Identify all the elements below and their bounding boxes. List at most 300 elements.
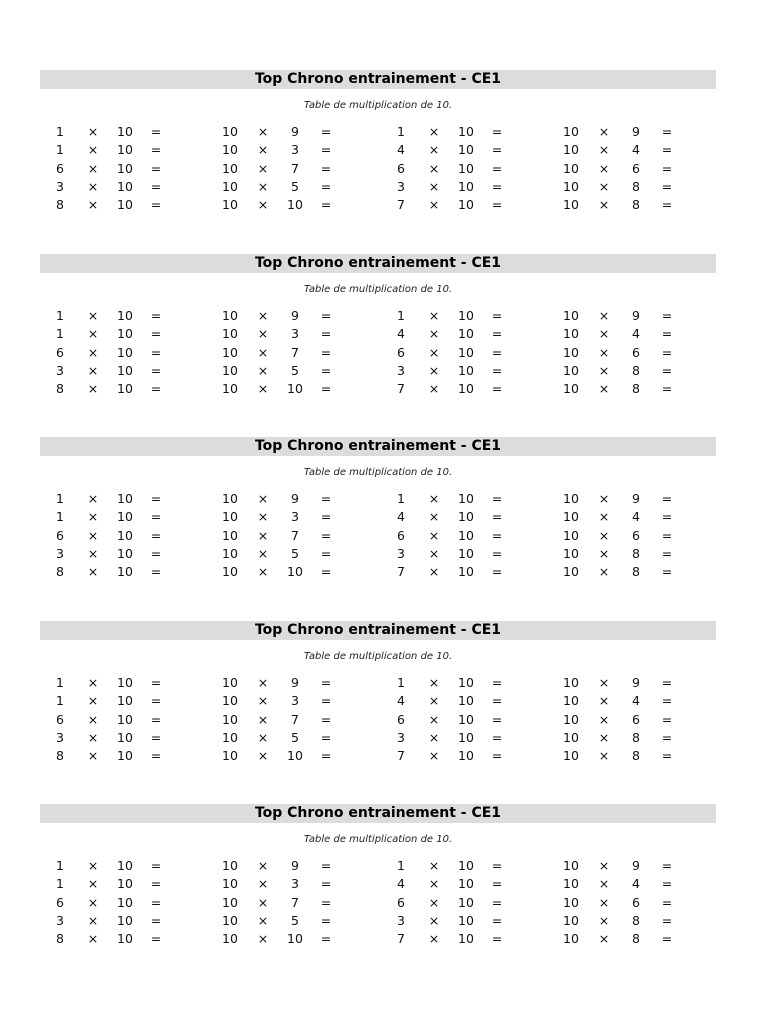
operand-a: 10 <box>222 381 238 397</box>
problem-row <box>40 527 200 545</box>
equals-sign: = <box>320 124 332 139</box>
problem-row <box>210 930 370 948</box>
operand-b: 10 <box>458 748 474 764</box>
operand-a: 10 <box>222 912 238 928</box>
problem-row <box>40 362 200 380</box>
times-sign: × <box>428 509 440 525</box>
equals-sign: = <box>491 545 503 561</box>
operand-b: 7 <box>291 160 299 176</box>
times-sign: × <box>257 160 269 176</box>
times-sign: × <box>428 912 440 928</box>
operand-b: 3 <box>291 876 299 892</box>
operand-a: 10 <box>222 675 238 690</box>
operand-a: 10 <box>563 160 579 176</box>
times-sign: × <box>257 894 269 910</box>
equals-sign: = <box>320 675 332 690</box>
problem-row <box>40 196 200 214</box>
operand-a: 3 <box>397 362 405 378</box>
problem-column <box>381 674 541 765</box>
operand-b: 10 <box>458 711 474 727</box>
operand-a: 1 <box>56 858 64 873</box>
problem-row <box>40 729 200 747</box>
equals-sign: = <box>320 858 332 873</box>
operand-a: 3 <box>56 729 64 745</box>
operand-b: 10 <box>117 894 133 910</box>
equals-sign: = <box>661 675 673 690</box>
equals-sign: = <box>661 491 673 506</box>
problem-row <box>210 344 370 362</box>
exercise-block <box>40 804 716 949</box>
times-sign: × <box>428 381 440 397</box>
operand-b: 10 <box>458 362 474 378</box>
operand-b: 10 <box>458 308 474 323</box>
operand-b: 10 <box>117 509 133 525</box>
times-sign: × <box>257 491 269 506</box>
problem-row <box>381 729 541 747</box>
times-sign: × <box>428 876 440 892</box>
equals-sign: = <box>320 527 332 543</box>
operand-a: 10 <box>563 344 579 360</box>
equals-sign: = <box>491 894 503 910</box>
operand-b: 8 <box>632 362 640 378</box>
times-sign: × <box>428 564 440 580</box>
exercise-subtitle: Table de multiplication de 10. <box>303 100 453 111</box>
times-sign: × <box>87 876 99 892</box>
operand-a: 10 <box>563 197 579 213</box>
operand-b: 5 <box>291 729 299 745</box>
equals-sign: = <box>661 124 673 139</box>
operand-b: 4 <box>632 876 640 892</box>
operand-a: 10 <box>222 308 238 323</box>
operand-a: 10 <box>222 748 238 764</box>
equals-sign: = <box>320 748 332 764</box>
operand-b: 10 <box>117 693 133 709</box>
problem-row <box>210 362 370 380</box>
problem-row <box>210 123 370 141</box>
operand-b: 10 <box>458 894 474 910</box>
problem-row <box>210 508 370 526</box>
problem-row <box>40 508 200 526</box>
operand-a: 10 <box>563 894 579 910</box>
problem-row <box>551 674 711 692</box>
exercise-block <box>40 437 716 582</box>
operand-a: 6 <box>397 894 405 910</box>
times-sign: × <box>257 344 269 360</box>
operand-a: 1 <box>56 693 64 709</box>
problem-row <box>40 692 200 710</box>
equals-sign: = <box>150 912 162 928</box>
operand-b: 10 <box>458 931 474 947</box>
equals-sign: = <box>491 308 503 323</box>
problem-row <box>381 160 541 178</box>
operand-b: 10 <box>458 142 474 158</box>
equals-sign: = <box>661 876 673 892</box>
operand-b: 7 <box>291 894 299 910</box>
equals-sign: = <box>661 178 673 194</box>
equals-sign: = <box>320 894 332 910</box>
equals-sign: = <box>320 308 332 323</box>
problem-row <box>40 563 200 581</box>
times-sign: × <box>598 142 610 158</box>
equals-sign: = <box>320 931 332 947</box>
problem-row <box>40 894 200 912</box>
operand-a: 10 <box>563 308 579 323</box>
times-sign: × <box>598 178 610 194</box>
operand-b: 10 <box>458 509 474 525</box>
times-sign: × <box>257 729 269 745</box>
problem-row <box>551 729 711 747</box>
times-sign: × <box>598 362 610 378</box>
equals-sign: = <box>661 381 673 397</box>
problem-row <box>381 894 541 912</box>
operand-a: 7 <box>397 748 405 764</box>
times-sign: × <box>257 381 269 397</box>
equals-sign: = <box>661 197 673 213</box>
equals-sign: = <box>661 693 673 709</box>
operand-b: 10 <box>117 564 133 580</box>
times-sign: × <box>87 545 99 561</box>
equals-sign: = <box>661 545 673 561</box>
operand-a: 10 <box>563 912 579 928</box>
equals-sign: = <box>491 160 503 176</box>
times-sign: × <box>598 729 610 745</box>
operand-a: 3 <box>56 362 64 378</box>
operand-a: 10 <box>222 729 238 745</box>
problem-row <box>381 380 541 398</box>
problem-grid <box>40 307 716 399</box>
operand-a: 10 <box>222 564 238 580</box>
problem-column <box>381 123 541 214</box>
equals-sign: = <box>491 362 503 378</box>
equals-sign: = <box>150 160 162 176</box>
operand-a: 10 <box>222 160 238 176</box>
equals-sign: = <box>320 912 332 928</box>
operand-b: 8 <box>632 729 640 745</box>
equals-sign: = <box>661 711 673 727</box>
problem-column <box>40 857 200 948</box>
problem-row <box>210 545 370 563</box>
operand-a: 6 <box>56 344 64 360</box>
times-sign: × <box>87 197 99 213</box>
equals-sign: = <box>150 564 162 580</box>
operand-b: 10 <box>117 748 133 764</box>
operand-a: 6 <box>397 711 405 727</box>
times-sign: × <box>428 197 440 213</box>
problem-row <box>551 160 711 178</box>
operand-b: 4 <box>632 509 640 525</box>
problem-row <box>551 344 711 362</box>
exercise-title: Top Chrono entrainement - CE1 <box>40 70 716 89</box>
operand-a: 10 <box>222 362 238 378</box>
operand-b: 3 <box>291 509 299 525</box>
equals-sign: = <box>150 894 162 910</box>
times-sign: × <box>428 160 440 176</box>
times-sign: × <box>598 160 610 176</box>
operand-a: 10 <box>563 381 579 397</box>
problem-row <box>551 196 711 214</box>
times-sign: × <box>257 693 269 709</box>
problem-row <box>381 747 541 765</box>
times-sign: × <box>257 178 269 194</box>
times-sign: × <box>428 178 440 194</box>
problem-row <box>551 123 711 141</box>
operand-a: 10 <box>222 326 238 342</box>
equals-sign: = <box>491 876 503 892</box>
equals-sign: = <box>150 124 162 139</box>
operand-a: 6 <box>56 894 64 910</box>
problem-row <box>381 857 541 875</box>
equals-sign: = <box>661 894 673 910</box>
operand-a: 4 <box>397 326 405 342</box>
equals-sign: = <box>150 142 162 158</box>
times-sign: × <box>428 748 440 764</box>
operand-a: 10 <box>222 858 238 873</box>
problem-row <box>551 527 711 545</box>
problem-row <box>210 178 370 196</box>
operand-a: 10 <box>563 931 579 947</box>
operand-b: 8 <box>632 912 640 928</box>
times-sign: × <box>257 564 269 580</box>
operand-a: 3 <box>397 545 405 561</box>
problem-row <box>40 857 200 875</box>
problem-row <box>40 380 200 398</box>
problem-row <box>40 141 200 159</box>
times-sign: × <box>87 675 99 690</box>
problem-row <box>210 490 370 508</box>
equals-sign: = <box>491 931 503 947</box>
equals-sign: = <box>491 912 503 928</box>
times-sign: × <box>428 124 440 139</box>
operand-b: 10 <box>117 160 133 176</box>
operand-b: 9 <box>632 491 640 506</box>
times-sign: × <box>598 197 610 213</box>
equals-sign: = <box>661 912 673 928</box>
times-sign: × <box>428 142 440 158</box>
problem-row <box>210 325 370 343</box>
problem-row <box>381 545 541 563</box>
equals-sign: = <box>320 197 332 213</box>
operand-a: 10 <box>563 876 579 892</box>
problem-row <box>381 123 541 141</box>
problem-row <box>210 747 370 765</box>
equals-sign: = <box>491 124 503 139</box>
problem-row <box>40 344 200 362</box>
operand-b: 10 <box>458 527 474 543</box>
operand-b: 10 <box>117 876 133 892</box>
operand-b: 10 <box>458 326 474 342</box>
operand-b: 5 <box>291 545 299 561</box>
operand-a: 10 <box>563 858 579 873</box>
operand-a: 1 <box>56 142 64 158</box>
problem-row <box>381 178 541 196</box>
times-sign: × <box>87 344 99 360</box>
operand-a: 1 <box>56 509 64 525</box>
operand-b: 10 <box>458 160 474 176</box>
times-sign: × <box>257 748 269 764</box>
exercise-subtitle: Table de multiplication de 10. <box>303 834 453 845</box>
operand-b: 7 <box>291 344 299 360</box>
equals-sign: = <box>491 142 503 158</box>
problem-row <box>551 307 711 325</box>
problem-row <box>551 692 711 710</box>
problem-column <box>210 857 370 948</box>
times-sign: × <box>257 509 269 525</box>
problem-column <box>40 123 200 214</box>
operand-a: 10 <box>222 142 238 158</box>
operand-b: 10 <box>458 912 474 928</box>
operand-b: 10 <box>117 142 133 158</box>
problem-row <box>210 857 370 875</box>
times-sign: × <box>598 912 610 928</box>
operand-b: 10 <box>117 545 133 561</box>
problem-row <box>551 490 711 508</box>
problem-row <box>551 325 711 343</box>
problem-column <box>40 307 200 398</box>
times-sign: × <box>87 509 99 525</box>
operand-b: 10 <box>117 858 133 873</box>
operand-b: 10 <box>458 545 474 561</box>
operand-b: 10 <box>287 381 303 397</box>
problem-column <box>551 674 711 765</box>
times-sign: × <box>257 931 269 947</box>
operand-a: 6 <box>397 160 405 176</box>
times-sign: × <box>428 308 440 323</box>
equals-sign: = <box>491 729 503 745</box>
problem-row <box>381 196 541 214</box>
problem-column <box>40 674 200 765</box>
operand-b: 10 <box>117 931 133 947</box>
problem-column <box>381 307 541 398</box>
operand-a: 8 <box>56 564 64 580</box>
equals-sign: = <box>491 527 503 543</box>
times-sign: × <box>428 675 440 690</box>
operand-b: 9 <box>291 124 299 139</box>
equals-sign: = <box>150 381 162 397</box>
equals-sign: = <box>150 509 162 525</box>
exercise-block <box>40 254 716 399</box>
operand-b: 4 <box>632 326 640 342</box>
times-sign: × <box>87 912 99 928</box>
times-sign: × <box>598 876 610 892</box>
problem-row <box>40 490 200 508</box>
equals-sign: = <box>661 527 673 543</box>
problem-row <box>40 747 200 765</box>
times-sign: × <box>428 362 440 378</box>
equals-sign: = <box>150 711 162 727</box>
operand-b: 10 <box>287 931 303 947</box>
times-sign: × <box>87 124 99 139</box>
problem-row <box>210 527 370 545</box>
exercise-title: Top Chrono entrainement - CE1 <box>40 804 716 823</box>
problem-column <box>381 490 541 581</box>
operand-a: 10 <box>563 124 579 139</box>
problem-column <box>381 857 541 948</box>
exercise-title: Top Chrono entrainement - CE1 <box>40 254 716 273</box>
times-sign: × <box>598 894 610 910</box>
problem-row <box>551 508 711 526</box>
operand-a: 10 <box>222 545 238 561</box>
operand-b: 5 <box>291 362 299 378</box>
equals-sign: = <box>320 326 332 342</box>
times-sign: × <box>87 381 99 397</box>
operand-b: 3 <box>291 142 299 158</box>
operand-a: 10 <box>563 564 579 580</box>
operand-b: 9 <box>632 858 640 873</box>
exercise-subtitle: Table de multiplication de 10. <box>303 284 453 295</box>
times-sign: × <box>87 362 99 378</box>
operand-b: 9 <box>291 858 299 873</box>
exercise-subtitle: Table de multiplication de 10. <box>303 651 453 662</box>
operand-b: 10 <box>117 912 133 928</box>
operand-a: 7 <box>397 197 405 213</box>
problem-row <box>210 196 370 214</box>
operand-a: 8 <box>56 931 64 947</box>
operand-b: 10 <box>458 178 474 194</box>
operand-a: 10 <box>222 931 238 947</box>
problem-row <box>381 930 541 948</box>
equals-sign: = <box>491 178 503 194</box>
problem-row <box>210 729 370 747</box>
operand-a: 10 <box>563 748 579 764</box>
problem-row <box>40 123 200 141</box>
operand-a: 8 <box>56 748 64 764</box>
equals-sign: = <box>150 693 162 709</box>
equals-sign: = <box>661 931 673 947</box>
operand-a: 10 <box>563 178 579 194</box>
times-sign: × <box>257 912 269 928</box>
operand-a: 10 <box>222 527 238 543</box>
problem-row <box>381 141 541 159</box>
operand-a: 7 <box>397 381 405 397</box>
times-sign: × <box>257 545 269 561</box>
equals-sign: = <box>661 362 673 378</box>
equals-sign: = <box>320 381 332 397</box>
problem-row <box>210 674 370 692</box>
problem-row <box>551 747 711 765</box>
operand-a: 10 <box>222 491 238 506</box>
problem-row <box>40 325 200 343</box>
operand-b: 3 <box>291 326 299 342</box>
operand-a: 1 <box>397 124 405 139</box>
equals-sign: = <box>491 564 503 580</box>
equals-sign: = <box>661 729 673 745</box>
problem-row <box>551 563 711 581</box>
equals-sign: = <box>320 142 332 158</box>
times-sign: × <box>87 711 99 727</box>
operand-b: 4 <box>632 142 640 158</box>
operand-b: 10 <box>458 876 474 892</box>
operand-b: 10 <box>117 362 133 378</box>
operand-b: 6 <box>632 344 640 360</box>
times-sign: × <box>598 748 610 764</box>
operand-a: 4 <box>397 876 405 892</box>
operand-a: 10 <box>563 509 579 525</box>
operand-b: 8 <box>632 931 640 947</box>
times-sign: × <box>598 858 610 873</box>
times-sign: × <box>428 491 440 506</box>
operand-a: 1 <box>397 858 405 873</box>
equals-sign: = <box>491 748 503 764</box>
times-sign: × <box>598 545 610 561</box>
problem-row <box>210 380 370 398</box>
operand-a: 3 <box>56 178 64 194</box>
operand-b: 3 <box>291 693 299 709</box>
equals-sign: = <box>320 564 332 580</box>
operand-b: 10 <box>117 491 133 506</box>
operand-b: 10 <box>117 197 133 213</box>
times-sign: × <box>87 693 99 709</box>
operand-a: 1 <box>397 675 405 690</box>
